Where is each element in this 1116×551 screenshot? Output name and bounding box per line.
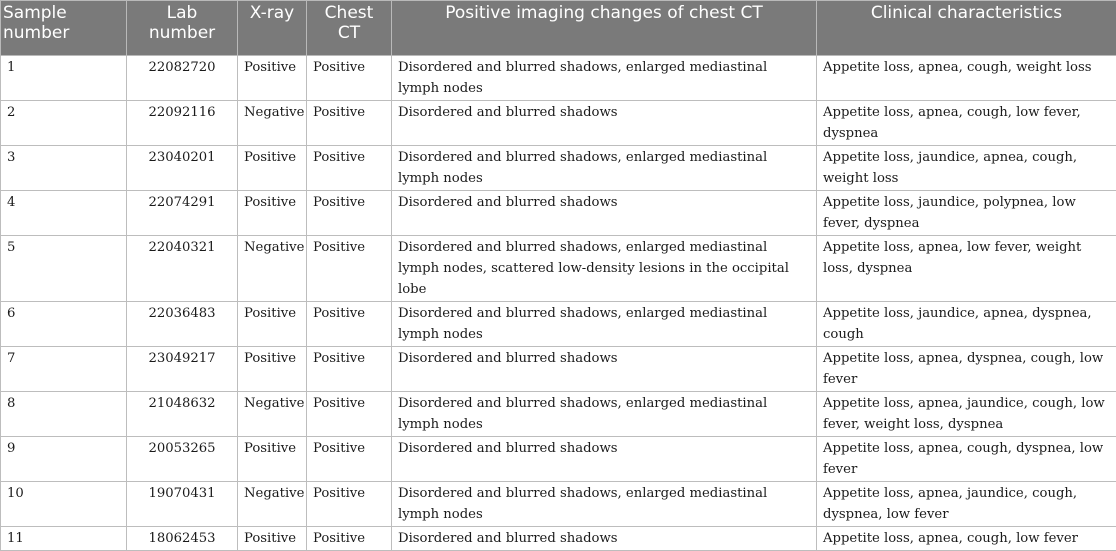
cell-lab-number: 23049217 — [127, 347, 238, 392]
header-lab-line2: number — [149, 23, 215, 43]
header-sample-line2: number — [3, 23, 69, 43]
table-row — [1, 146, 1116, 191]
cell-imaging-changes: Disordered and blurred shadows — [392, 527, 817, 551]
cell-xray: Negative — [238, 482, 307, 527]
cell-xray: Positive — [238, 347, 307, 392]
cell-lab-number: 22074291 — [127, 191, 238, 236]
header-row — [1, 1, 1116, 56]
cell-sample-number: 5 — [1, 236, 127, 302]
cell-lab-number: 18062453 — [127, 527, 238, 551]
table-row — [1, 236, 1116, 302]
table-header — [1, 1, 1116, 56]
table-row — [1, 527, 1116, 551]
cell-imaging-changes: Disordered and blurred shadows — [392, 437, 817, 482]
header-ct-line2: CT — [338, 23, 360, 43]
cell-sample-number: 4 — [1, 191, 127, 236]
cell-chest-ct: Positive — [307, 56, 392, 101]
cell-lab-number: 23040201 — [127, 146, 238, 191]
cell-xray: Negative — [238, 392, 307, 437]
cell-clinical-characteristics: Appetite loss, apnea, jaundice, cough, low fever, weight loss, dyspnea — [817, 392, 1116, 437]
cell-sample-number: 6 — [1, 302, 127, 347]
cell-imaging-changes: Disordered and blurred shadows, enlarged mediastinal lymph nodes — [392, 146, 817, 191]
cell-imaging-changes: Disordered and blurred shadows — [392, 101, 817, 146]
cell-imaging-changes: Disordered and blurred shadows — [392, 347, 817, 392]
cell-sample-number: 10 — [1, 482, 127, 527]
cell-chest-ct: Positive — [307, 236, 392, 302]
cell-clinical-characteristics: Appetite loss, jaundice, apnea, cough, weight loss — [817, 146, 1116, 191]
cell-xray: Negative — [238, 101, 307, 146]
table-row — [1, 482, 1116, 527]
cell-sample-number: 3 — [1, 146, 127, 191]
cell-xray: Negative — [238, 236, 307, 302]
cell-lab-number: 22040321 — [127, 236, 238, 302]
cell-chest-ct: Positive — [307, 527, 392, 551]
cell-chest-ct: Positive — [307, 347, 392, 392]
cell-lab-number: 19070431 — [127, 482, 238, 527]
cell-imaging-changes: Disordered and blurred shadows, enlarged mediastinal lymph nodes — [392, 56, 817, 101]
table-row — [1, 347, 1116, 392]
cell-xray: Positive — [238, 527, 307, 551]
cell-sample-number: 9 — [1, 437, 127, 482]
cell-xray: Positive — [238, 437, 307, 482]
cell-sample-number: 1 — [1, 56, 127, 101]
cell-clinical-characteristics: Appetite loss, apnea, low fever, weight loss, dyspnea — [817, 236, 1116, 302]
cell-clinical-characteristics: Appetite loss, apnea, cough, weight loss — [817, 56, 1116, 101]
header-lab-line1: Lab — [167, 3, 198, 23]
header-clinical-characteristics: Clinical characteristics — [817, 1, 1116, 56]
cell-xray: Positive — [238, 146, 307, 191]
header-ct-line1: Chest — [325, 3, 374, 23]
header-xray: X-ray — [238, 1, 307, 56]
cell-lab-number: 22036483 — [127, 302, 238, 347]
cell-lab-number: 22082720 — [127, 56, 238, 101]
cell-lab-number: 20053265 — [127, 437, 238, 482]
cell-sample-number: 7 — [1, 347, 127, 392]
cell-clinical-characteristics: Appetite loss, jaundice, apnea, dyspnea, cough — [817, 302, 1116, 347]
cell-chest-ct: Positive — [307, 392, 392, 437]
cell-chest-ct: Positive — [307, 146, 392, 191]
table-row — [1, 101, 1116, 146]
cell-lab-number: 22092116 — [127, 101, 238, 146]
cell-clinical-characteristics: Appetite loss, jaundice, polypnea, low fever, dyspnea — [817, 191, 1116, 236]
cell-imaging-changes: Disordered and blurred shadows, enlarged mediastinal lymph nodes — [392, 482, 817, 527]
cell-clinical-characteristics: Appetite loss, apnea, cough, low fever, dyspnea — [817, 101, 1116, 146]
header-imaging-changes: Positive imaging changes of chest CT — [392, 1, 817, 56]
table-body — [1, 56, 1116, 551]
cell-imaging-changes: Disordered and blurred shadows — [392, 191, 817, 236]
cell-sample-number: 2 — [1, 101, 127, 146]
cell-chest-ct: Positive — [307, 437, 392, 482]
cell-xray: Positive — [238, 302, 307, 347]
cell-chest-ct: Positive — [307, 302, 392, 347]
table-row — [1, 56, 1116, 101]
cell-imaging-changes: Disordered and blurred shadows, enlarged mediastinal lymph nodes — [392, 392, 817, 437]
cell-sample-number: 8 — [1, 392, 127, 437]
cell-sample-number: 11 — [1, 527, 127, 551]
header-chest-ct — [307, 1, 392, 56]
cell-xray: Positive — [238, 56, 307, 101]
header-lab-number — [127, 1, 238, 56]
cell-chest-ct: Positive — [307, 101, 392, 146]
cell-chest-ct: Positive — [307, 191, 392, 236]
header-sample-number — [1, 1, 127, 56]
cell-clinical-characteristics: Appetite loss, apnea, dyspnea, cough, low fever — [817, 347, 1116, 392]
cell-clinical-characteristics: Appetite loss, apnea, cough, low fever — [817, 527, 1116, 551]
table-row — [1, 437, 1116, 482]
cell-imaging-changes: Disordered and blurred shadows, enlarged mediastinal lymph nodes — [392, 302, 817, 347]
cell-lab-number: 21048632 — [127, 392, 238, 437]
cell-imaging-changes: Disordered and blurred shadows, enlarged mediastinal lymph nodes, scattered low-density lesions in the occipital lobe — [392, 236, 817, 302]
cell-chest-ct: Positive — [307, 482, 392, 527]
cell-clinical-characteristics: Appetite loss, apnea, cough, dyspnea, low fever — [817, 437, 1116, 482]
table-row — [1, 392, 1116, 437]
table-row — [1, 191, 1116, 236]
cell-xray: Positive — [238, 191, 307, 236]
cell-clinical-characteristics: Appetite loss, apnea, jaundice, cough, dyspnea, low fever — [817, 482, 1116, 527]
header-sample-line1: Sample — [3, 3, 67, 23]
table-row — [1, 302, 1116, 347]
